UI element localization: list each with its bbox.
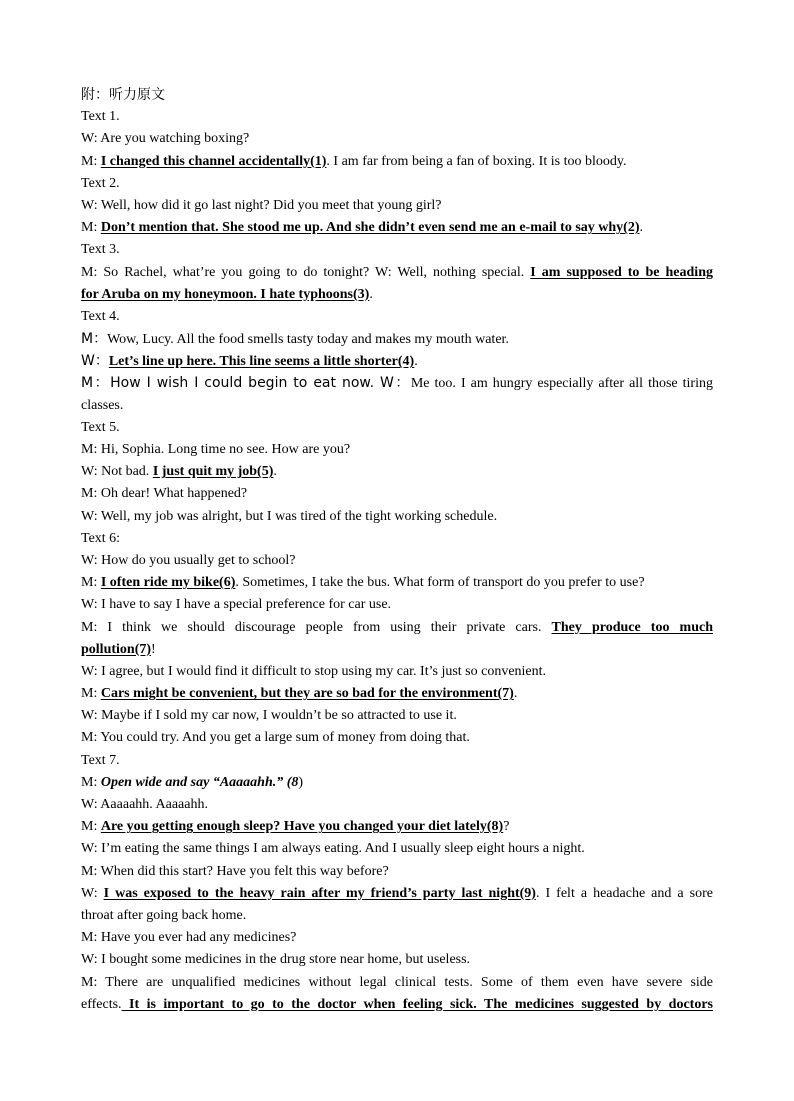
section-heading: 附：听力原文 [81, 87, 165, 103]
line-text: W: [81, 885, 104, 901]
line-text: M: [81, 686, 101, 702]
transcript-line [81, 106, 713, 128]
line-text: M: When did this start? Have you felt this way before? [81, 863, 389, 879]
transcript-line [81, 838, 713, 860]
line-text: W: Not bad. [81, 464, 153, 480]
key-answer-text: Let’s line up here. This line seems a little shorter(4) [108, 354, 415, 370]
transcript-line [81, 750, 713, 772]
key-answer-text: Are you getting enough sleep? Have you changed your diet lately(8) [100, 819, 504, 835]
line-text: M: So Rachel, what’re you going to do tonight? W: Well, nothing special. [81, 264, 531, 280]
transcript-line [81, 639, 713, 661]
transcript-line [81, 617, 713, 639]
line-text: M: You could try. And you get a large sum of money from doing that. [81, 730, 470, 746]
key-answer-text: Don’t mention that. She stood me up. And she didn’t even send me an e-mail to say why(2) [100, 220, 640, 236]
transcript-line [81, 528, 713, 550]
transcript-line [81, 994, 713, 1016]
key-answer-text: for Aruba on my honeymoon. I hate typhoons(3) [81, 286, 370, 302]
line-text: ? [503, 819, 510, 835]
line-text: M： [81, 331, 108, 348]
line-text: . Sometimes, I take the bus. What form of transport do you prefer to use? [235, 575, 645, 591]
transcript-line [81, 727, 713, 749]
line-text: . I felt a headache and a sore [535, 885, 713, 901]
line-text: M: Hi, Sophia. Long time no see. How are you? [81, 442, 351, 457]
transcript-line [81, 506, 713, 528]
line-text: ) [298, 774, 304, 790]
transcript-line [81, 151, 713, 173]
line-text: M: I think we should discourage people from using their private cars. [81, 619, 552, 635]
line-text: . [369, 286, 373, 302]
line-text: classes. [81, 397, 124, 413]
line-text: . I am far from being a fan of boxing. It is too bloody. [326, 153, 627, 169]
line-text: . [639, 220, 643, 236]
transcript-line [81, 461, 713, 483]
key-answer-text: I often ride my bike(6) [100, 575, 236, 591]
emphasized-text: Open wide and say “Aaaaahh.” (8 [100, 774, 299, 790]
line-text: W: I’m eating the same things I am always eating. And I usually sleep eight hours a night. [81, 841, 585, 857]
transcript-line [81, 217, 713, 239]
transcript-line [81, 195, 713, 217]
transcript-line [81, 350, 713, 372]
transcript-line [81, 372, 713, 394]
line-text: W: Well, my job was alright, but I was tired of the tight working schedule. [81, 508, 498, 524]
transcript-line [81, 417, 713, 439]
line-text: W: Maybe if I sold my car now, I wouldn’t be so attracted to use it. [81, 708, 457, 724]
line-text: Text 3. [81, 242, 120, 258]
line-text: . [513, 686, 518, 702]
line-text: Text 2. [81, 175, 120, 191]
line-text: W: I agree, but I would find it difficult to stop using my car. It’s just so convenient. [81, 663, 547, 679]
transcript-line [81, 705, 713, 727]
key-answer-text: They produce too much [551, 619, 713, 635]
key-answer-text: I just quit my job(5) [152, 464, 274, 480]
line-text: M: There are unqualified medicines without legal clinical tests. Some of them even have severe side [81, 974, 713, 990]
line-text: W: Aaaaahh. Aaaaahh. [81, 797, 208, 812]
transcript-line [81, 594, 713, 616]
line-text: M： [81, 375, 111, 392]
transcript-line [81, 905, 713, 927]
line-text: Wow, Lucy. All the food smells tasty today and makes my mouth water. [107, 332, 509, 348]
line-text: W: I bought some medicines in the drug store near home, but useless. [81, 952, 471, 968]
line-text: ! [151, 641, 156, 657]
line-text: Me too. I am hungry especially after all those tiring [410, 376, 713, 392]
line-text: W: How do you usually get to school? [81, 552, 296, 568]
line-text: W: I have to say I have a special preference for car use. [81, 597, 392, 613]
line-text: Text 6: [81, 530, 121, 546]
key-answer-text: I was exposed to the heavy rain after my friend’s party last night(9) [103, 885, 536, 901]
transcript-line [81, 262, 713, 284]
line-text: M: [81, 575, 101, 591]
line-text: M: Oh dear! What happened? [81, 486, 248, 502]
transcript-body [81, 84, 713, 1016]
line-text: W: Are you watching boxing? [81, 131, 250, 147]
transcript-line [81, 816, 713, 838]
line-text: Text 5. [81, 419, 120, 435]
key-answer-text: I am supposed to be heading [530, 264, 713, 280]
key-answer-text: It is important to go to the doctor when feeling sick. The medicines suggested by doctors [121, 996, 713, 1012]
transcript-line [81, 927, 713, 949]
line-text: . [414, 354, 418, 370]
key-answer-text: Cars might be convenient, but they are so bad for the environment(7) [100, 686, 514, 702]
line-text: M: [81, 819, 101, 835]
transcript-line [81, 284, 713, 306]
transcript-line [81, 128, 713, 150]
transcript-line [81, 395, 713, 417]
line-text: M: [81, 220, 101, 236]
transcript-line [81, 439, 713, 461]
transcript-line [81, 483, 713, 505]
transcript-line [81, 328, 713, 350]
transcript-line [81, 572, 713, 594]
line-text: Text 7. [81, 752, 120, 768]
transcript-line [81, 683, 713, 705]
transcript-line [81, 772, 713, 794]
line-text: Text 4. [81, 308, 120, 324]
transcript-line [81, 972, 713, 994]
transcript-line [81, 550, 713, 572]
line-text: W: Well, how did it go last night? Did you meet that young girl? [81, 197, 442, 213]
line-text: M: [81, 774, 101, 790]
transcript-lines [81, 106, 713, 1016]
key-answer-text: pollution(7) [81, 641, 152, 657]
line-text: How I wish I could begin to eat now. W： [110, 375, 411, 392]
line-text: effects. [81, 996, 122, 1012]
line-text: M: Have you ever had any medicines? [81, 930, 297, 946]
transcript-line [81, 883, 713, 905]
transcript-line [81, 306, 713, 328]
transcript-line [81, 949, 713, 971]
transcript-line [81, 239, 713, 261]
transcript-line [81, 661, 713, 683]
line-text: . [273, 464, 277, 480]
line-text: M: [81, 153, 101, 169]
line-text: Text 1. [81, 109, 120, 125]
line-text: W： [81, 353, 109, 370]
line-text: throat after going back home. [81, 907, 247, 923]
transcript-line [81, 794, 713, 816]
transcript-line [81, 861, 713, 883]
key-answer-text: I changed this channel accidentally(1) [100, 153, 327, 169]
transcript-line [81, 173, 713, 195]
